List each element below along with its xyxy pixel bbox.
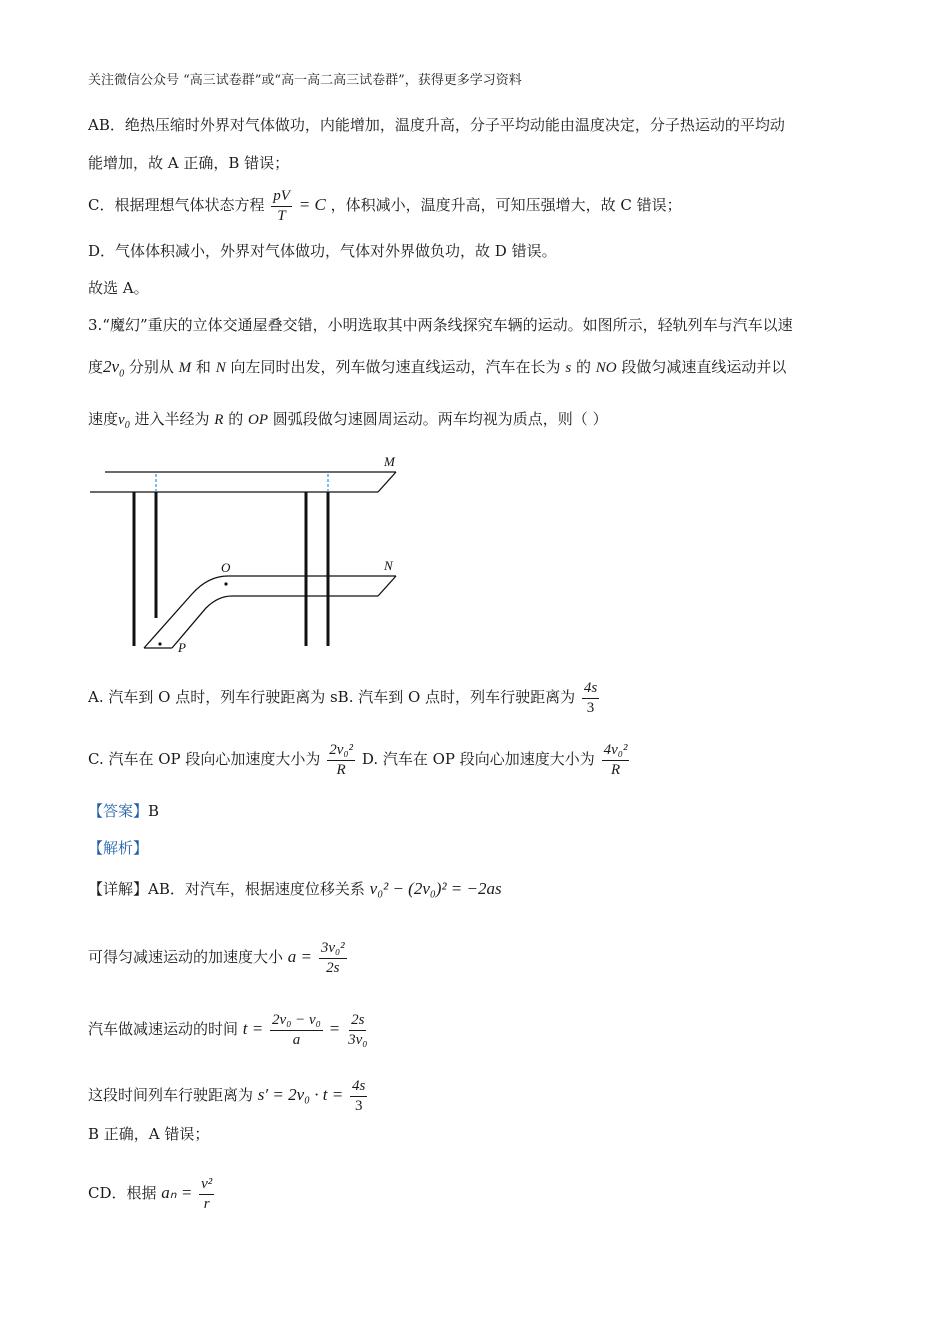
answer-value: B	[148, 802, 160, 820]
detail-l4-text: 这段时间列车行驶距离为	[88, 1086, 254, 1104]
label-O: O	[221, 560, 231, 575]
fraction-numerator: 4s	[350, 1078, 367, 1097]
solution-c-line	[88, 188, 682, 224]
q-var-N: N	[215, 360, 226, 376]
fraction-numerator: 2v₀²	[327, 742, 355, 761]
detail-l1-text: AB．对汽车，根据速度位移关系	[148, 880, 365, 898]
distance-lhs: s′ = 2v₀ · t =	[257, 1085, 344, 1104]
fraction-denominator: 3	[354, 1097, 363, 1114]
answer-line	[88, 800, 159, 822]
detail-line5: B 正确，A 错误；	[88, 1125, 210, 1143]
equals-sign: =	[329, 1019, 340, 1038]
fraction-denominator: R	[610, 761, 621, 778]
fraction-numerator: v²	[199, 1176, 214, 1195]
q-text: 和	[195, 358, 211, 376]
detail-line2	[88, 940, 349, 976]
centripetal-fraction	[199, 1176, 214, 1212]
solution-c-suffix: ，体积减小，温度升高，可知压强增大，故 C 错误；	[330, 196, 682, 214]
detail-l6-text: CD．根据	[88, 1184, 157, 1202]
fraction-numerator: 3v₀²	[319, 940, 347, 959]
question-3-line1: 3.“魔幻”重庆的立体交通屋叠交错，小明选取其中两条线探究车辆的运动。如图所示，轻轨列车与汽车以速	[88, 316, 793, 334]
point-P	[158, 642, 161, 645]
label-P: P	[178, 640, 186, 655]
q-var-M: M	[178, 360, 192, 376]
distance-fraction	[350, 1078, 367, 1114]
detail-l3-text: 汽车做减速运动的时间	[88, 1020, 239, 1038]
label-M: M	[384, 454, 395, 469]
label-N: N	[384, 558, 393, 573]
formula-denominator: T	[277, 207, 286, 224]
fraction-denominator: R	[336, 761, 346, 778]
q-var-NO: NO	[595, 360, 617, 376]
q-text: 的	[575, 358, 591, 376]
q-var-R: R	[214, 412, 224, 428]
solution-d-line: D．气体体积减小，外界对气体做功，气体对外界做负功，故 D 错误。	[88, 242, 557, 260]
q-text: 进入半经为	[134, 410, 210, 428]
fraction-denominator: 3v₀	[348, 1031, 368, 1048]
option-A-B-text: A. 汽车到 O 点时，列车行驶距离为 sB. 汽车到 O 点时，列车行驶距离为	[88, 688, 576, 706]
fraction-denominator: 3	[586, 699, 595, 716]
q-text: 分别从	[128, 358, 174, 376]
q-text: 速度	[88, 410, 119, 428]
q-text: 向左同时出发，列车做匀速直线运动，汽车在长为	[230, 358, 561, 376]
q-var-v: v	[118, 412, 125, 428]
kinematics-equation: v₀² − (2v₀)² = −2as	[369, 879, 502, 898]
detail-line1	[88, 878, 502, 900]
ideal-gas-formula	[271, 188, 292, 224]
point-O	[224, 582, 227, 585]
detail-line4	[88, 1078, 369, 1114]
solution-c-prefix: C．根据理想气体状态方程	[88, 196, 265, 214]
q-var-OP: OP	[248, 412, 269, 428]
rail-M-end	[378, 472, 396, 492]
detail-line3	[88, 1012, 371, 1048]
q-var-s: s	[565, 360, 572, 376]
options-AB	[88, 680, 601, 716]
q-var-v0: $v_0$	[118, 412, 130, 431]
header-note: 关注微信公众号 “高三试卷群”或“高一高二高三试卷群”，获得更多学习资料	[88, 73, 522, 88]
fraction-numerator: 2s	[349, 1012, 366, 1031]
fraction-denominator: 2s	[326, 959, 340, 976]
fraction-denominator: r	[203, 1195, 210, 1212]
road-N-end	[378, 576, 396, 596]
formula-numerator: pV	[271, 188, 292, 207]
analysis-label: 【解析】	[88, 839, 149, 857]
fraction-denominator: a	[292, 1031, 301, 1048]
track-diagram	[80, 448, 420, 663]
q-speed-value: 2v	[103, 357, 120, 376]
option-C-text: C. 汽车在 OP 段向心加速度大小为	[88, 750, 321, 768]
question-3-line3	[88, 408, 608, 437]
solution-ab-line2: 能增加，故 A 正确，B 错误；	[88, 154, 290, 172]
option-C-fraction	[327, 742, 355, 778]
road-lower-edge	[172, 596, 378, 648]
question-3-line2	[88, 356, 786, 385]
option-D-fraction	[602, 742, 630, 778]
q-text: 段做匀减速直线运动并以	[621, 358, 787, 376]
centripetal-lhs: aₙ =	[161, 1183, 193, 1202]
q-text: 的	[228, 410, 244, 428]
q-speed: $2v_0$	[103, 357, 125, 380]
time-fraction-1	[270, 1012, 323, 1048]
accel-lhs: a =	[287, 947, 313, 966]
options-CD	[88, 742, 631, 778]
detail-l2-text: 可得匀减速运动的加速度大小	[88, 948, 284, 966]
solution-ab-line1: AB．绝热压缩时外界对气体做功，内能增加，温度升高，分子平均动能由温度决定，分子热运动的平均动	[88, 116, 785, 134]
q-text: 圆弧段做匀速圆周运动。两车均视为质点，则（ ）	[272, 410, 608, 428]
fraction-numerator: 2v₀ − v₀	[270, 1012, 323, 1031]
option-D-text: D. 汽车在 OP 段向心加速度大小为	[361, 750, 595, 768]
solution-choose: 故选 A。	[88, 279, 149, 297]
option-B-fraction	[582, 680, 599, 716]
accel-fraction	[319, 940, 347, 976]
detail-label: 【详解】	[88, 880, 149, 898]
time-lhs: t =	[242, 1019, 264, 1038]
formula-rhs: = C	[298, 195, 326, 214]
q-text: 度	[88, 358, 104, 376]
answer-label: 【答案】	[88, 802, 149, 820]
time-fraction-2	[346, 1012, 369, 1048]
fraction-numerator: 4s	[582, 680, 599, 699]
fraction-numerator: 4v₀²	[602, 742, 630, 761]
detail-line6	[88, 1176, 216, 1212]
